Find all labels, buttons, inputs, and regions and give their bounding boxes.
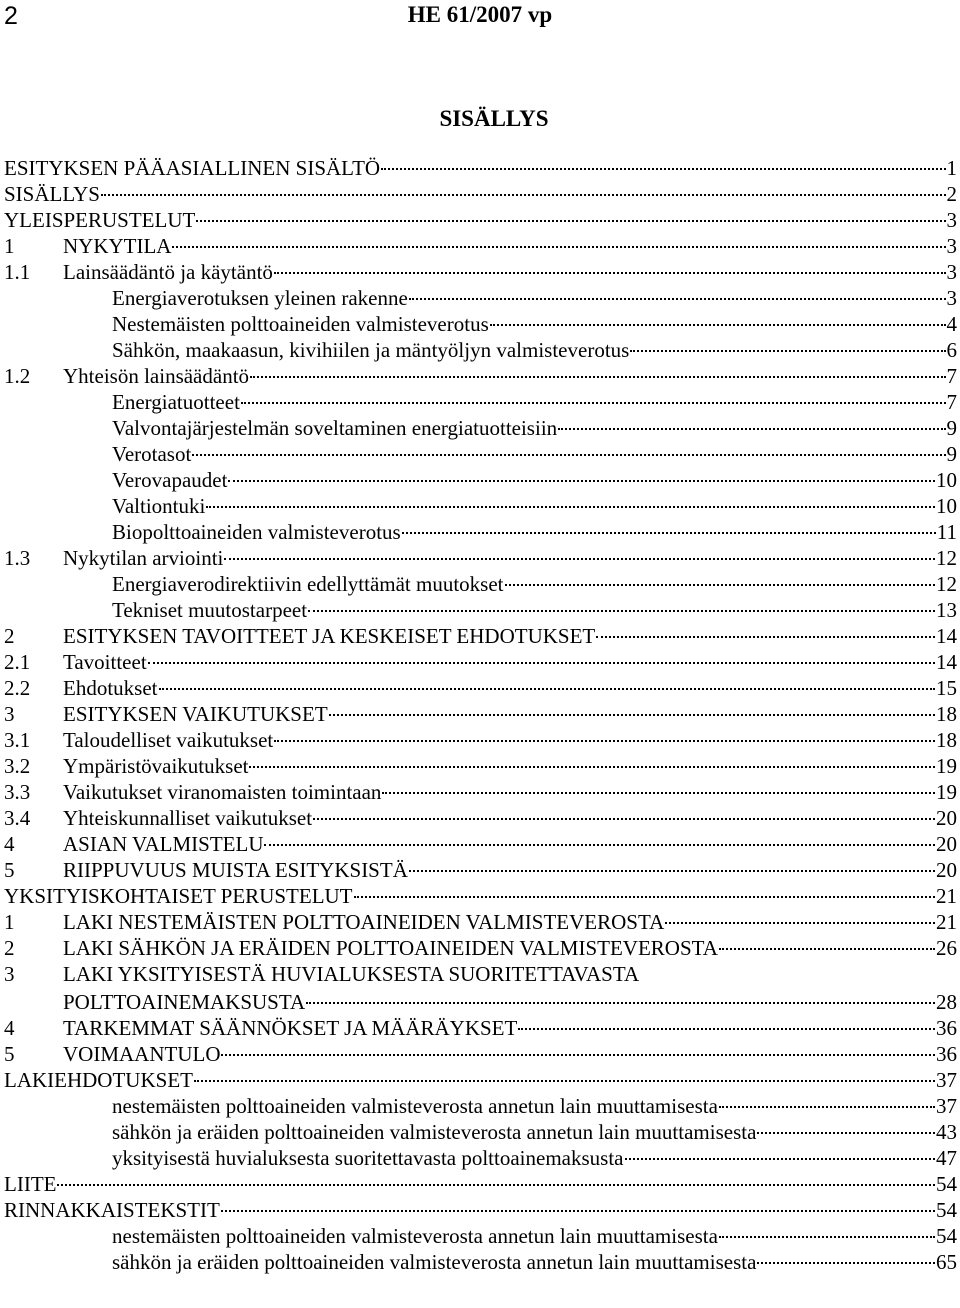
toc-entry-label: Energiatuotteet [112, 390, 240, 414]
toc-entry-number: 5 [4, 1042, 15, 1066]
toc-entry[interactable] [4, 415, 957, 441]
toc-dot-leader [490, 324, 946, 326]
toc-dot-leader [625, 1158, 936, 1160]
toc-entry-page: 47 [936, 1146, 957, 1170]
toc-entry-label: LAKI SÄHKÖN JA ERÄIDEN POLTTOAINEIDEN VALMISTEVEROSTA [63, 936, 718, 960]
toc-dot-leader [221, 1210, 935, 1212]
toc-entry-page: 19 [936, 754, 957, 778]
toc-dot-leader [159, 688, 936, 690]
toc-entry-page: 3 [946, 286, 957, 310]
toc-dot-leader [596, 636, 935, 638]
toc-entry[interactable] [4, 1197, 957, 1223]
toc-entry[interactable] [4, 285, 957, 311]
toc-entry[interactable] [4, 1119, 957, 1145]
toc-entry[interactable] [4, 1171, 957, 1197]
toc-entry-label: Taloudelliset vaikutukset [63, 728, 274, 752]
toc-entry-number: 3.3 [4, 780, 31, 804]
toc-dot-leader [306, 1002, 935, 1004]
toc-entry-label: ESITYKSEN TAVOITTEET JA KESKEISET EHDOTUKSET [63, 624, 596, 648]
toc-entry-label: Tavoitteet [63, 650, 147, 674]
toc-entry-page: 54 [936, 1172, 957, 1196]
toc-entry-page: 14 [936, 624, 957, 648]
toc-entry[interactable] [4, 1041, 957, 1067]
toc-entry[interactable] [4, 155, 957, 181]
toc-title-text: SISÄLLYS [439, 106, 549, 131]
toc-entry[interactable] [4, 519, 957, 545]
toc-entry-page: 21 [936, 910, 957, 934]
toc-entry-number: 2.1 [4, 650, 31, 674]
toc-entry-label: sähkön ja eräiden polttoaineiden valmisteverosta annetun lain muuttamisesta [112, 1120, 757, 1144]
toc-entry-page: 36 [936, 1042, 957, 1066]
toc-entry-label: NYKYTILA [63, 234, 172, 258]
toc-dot-leader [757, 1262, 935, 1264]
toc-entry-label: yksityisestä huvialuksesta suoritettavasta polttoainemaksusta [112, 1146, 624, 1170]
toc-entry-number: 2.2 [4, 676, 31, 700]
toc-entry[interactable] [4, 337, 957, 363]
toc-dot-leader [409, 870, 935, 872]
toc-dot-leader [757, 1132, 935, 1134]
toc-entry-label-continued: POLTTOAINEMAKSUSTA [63, 990, 306, 1014]
toc-dot-leader [308, 610, 935, 612]
toc-entry[interactable] [4, 207, 957, 233]
toc-entry-page: 13 [936, 598, 957, 622]
toc-entry-page: 10 [936, 468, 957, 492]
toc-entry-number: 1 [4, 234, 15, 258]
toc-entry-page: 43 [936, 1120, 957, 1144]
toc-entry-page: 4 [946, 312, 957, 336]
toc-entry-number: 2 [4, 624, 15, 648]
toc-entry-page: 14 [936, 650, 957, 674]
toc-entry-label: Vaikutukset viranomaisten toimintaan [63, 780, 382, 804]
toc-dot-leader [719, 1236, 935, 1238]
toc-entry-label: RINNAKKAISTEKSTIT [4, 1198, 220, 1222]
toc-entry[interactable] [4, 493, 957, 519]
toc-entry[interactable] [4, 311, 957, 337]
toc-entry-number: 1.2 [4, 364, 31, 388]
toc-entry-number: 3 [4, 702, 15, 726]
toc-dot-leader [228, 480, 935, 482]
toc-entry-number: 5 [4, 858, 15, 882]
toc-entry-page: 65 [936, 1250, 957, 1274]
toc-entry-page: 20 [936, 806, 957, 830]
toc-entry-number: 2 [4, 936, 15, 960]
toc-entry-page: 18 [936, 728, 957, 752]
toc-entry-page: 9 [946, 442, 957, 466]
page-number: 2 [4, 2, 18, 30]
toc-entry-number: 3 [4, 962, 15, 986]
toc-entry-label: VOIMAANTULO [63, 1042, 221, 1066]
toc-dot-leader [402, 532, 936, 534]
toc-entry[interactable] [4, 831, 957, 857]
toc-dot-leader [250, 376, 945, 378]
toc-entry-page: 3 [946, 234, 957, 258]
toc-entry-number: 3.4 [4, 806, 31, 830]
toc-dot-leader [665, 922, 935, 924]
toc-entry[interactable] [4, 1223, 957, 1249]
toc-entry[interactable] [4, 1145, 957, 1171]
toc-dot-leader [101, 194, 946, 196]
toc-entry-label: Biopolttoaineiden valmisteverotus [112, 520, 401, 544]
toc-entry-page: 6 [946, 338, 957, 362]
toc-entry-page: 54 [936, 1198, 957, 1222]
toc-entry-row [4, 961, 957, 987]
toc-entry[interactable] [4, 363, 957, 389]
toc-entry[interactable] [4, 909, 957, 935]
toc-entry-label: Sähkön, maakaasun, kivihiilen ja mäntyöljyn valmisteverotus [112, 338, 630, 362]
toc-dot-leader [172, 246, 945, 248]
toc-entry-page: 20 [936, 832, 957, 856]
toc-entry-number: 3.1 [4, 728, 31, 752]
toc-entry-page: 9 [946, 416, 957, 440]
toc-entry-label: ESITYKSEN PÄÄASIALLINEN SISÄLTÖ [4, 156, 381, 180]
toc-entry-label: TARKEMMAT SÄÄNNÖKSET JA MÄÄRÄYKSET [63, 1016, 518, 1040]
toc-dot-leader [505, 584, 935, 586]
toc-entry[interactable] [4, 259, 957, 285]
toc-entry[interactable] [4, 441, 957, 467]
toc-entry-page: 10 [936, 494, 957, 518]
toc-entry[interactable] [4, 753, 957, 779]
toc-dot-leader [264, 844, 935, 846]
toc-entry-number: 1.3 [4, 546, 31, 570]
toc-entry[interactable] [4, 883, 957, 909]
toc-entry-page: 28 [936, 990, 957, 1014]
toc-dot-leader [630, 350, 945, 352]
toc-entry-label: Energiaverodirektiivin edellyttämät muutokset [112, 572, 504, 596]
toc-dot-leader [329, 714, 935, 716]
toc-dot-leader [192, 454, 945, 456]
toc-entry[interactable] [4, 597, 957, 623]
toc-entry-page: 54 [936, 1224, 957, 1248]
toc-entry-label: ASIAN VALMISTELU [63, 832, 264, 856]
toc-dot-leader [241, 402, 946, 404]
toc-dot-leader [409, 298, 946, 300]
toc-dot-leader [274, 272, 946, 274]
toc-entry-page: 11 [936, 520, 957, 544]
toc-entry[interactable] [4, 181, 957, 207]
toc-entry-row [4, 989, 957, 1015]
toc-entry-number: 1 [4, 910, 15, 934]
toc-entry-page: 37 [936, 1068, 957, 1092]
toc-dot-leader [206, 506, 935, 508]
toc-entry-label: Energiaverotuksen yleinen rakenne [112, 286, 408, 310]
toc-entry-label: sähkön ja eräiden polttoaineiden valmisteverosta annetun lain muuttamisesta [112, 1250, 757, 1274]
toc-entry-page: 7 [946, 390, 957, 414]
toc-entry-label: Lainsäädäntö ja käytäntö [63, 260, 273, 284]
toc-entry-label: Ehdotukset [63, 676, 158, 700]
toc-entry-label: Verotasot [112, 442, 192, 466]
toc-entry-label: YLEISPERUSTELUT [4, 208, 196, 232]
toc-entry-label: nestemäisten polttoaineiden valmisteverosta annetun lain muuttamisesta [112, 1224, 718, 1248]
toc-dot-leader [719, 948, 935, 950]
toc-entry-label: Nestemäisten polttoaineiden valmisteverotus [112, 312, 489, 336]
toc-entry-page: 3 [946, 208, 957, 232]
toc-entry[interactable] [4, 1249, 957, 1275]
toc-entry-page: 3 [946, 260, 957, 284]
toc-entry-label: LAKI YKSITYISESTÄ HUVIALUKSESTA SUORITETTAVASTA [63, 962, 640, 986]
toc-dot-leader [354, 896, 935, 898]
toc-entry-label: RIIPPUVUUS MUISTA ESITYKSISTÄ [63, 858, 408, 882]
toc-entry[interactable] [4, 545, 957, 571]
toc-entry-page: 37 [936, 1094, 957, 1118]
toc-entry-number: 4 [4, 832, 15, 856]
toc-entry-page: 15 [936, 676, 957, 700]
toc-dot-leader [313, 818, 935, 820]
toc-entry[interactable] [4, 649, 957, 675]
toc-entry-label: LAKIEHDOTUKSET [4, 1068, 193, 1092]
toc-dot-leader [381, 168, 945, 170]
toc-entry-number: 3.2 [4, 754, 31, 778]
toc-entry[interactable] [4, 623, 957, 649]
toc-entry-page: 19 [936, 780, 957, 804]
toc-entry-label: LAKI NESTEMÄISTEN POLTTOAINEIDEN VALMISTEVEROSTA [63, 910, 665, 934]
toc-entry[interactable] [4, 1067, 957, 1093]
toc-dot-leader [221, 1054, 935, 1056]
toc-entry-label: Nykytilan arviointi [63, 546, 224, 570]
toc-entry[interactable] [4, 779, 957, 805]
toc-entry-label: YKSITYISKOHTAISET PERUSTELUT [4, 884, 353, 908]
toc-entry-label: nestemäisten polttoaineiden valmisteverosta annetun lain muuttamisesta [112, 1094, 718, 1118]
toc-entry-page: 2 [946, 182, 957, 206]
toc-entry[interactable] [4, 233, 957, 259]
toc-entry-page: 12 [936, 572, 957, 596]
toc-entry-label: Ympäristövaikutukset [63, 754, 249, 778]
toc-dot-leader [148, 662, 935, 664]
toc-entry[interactable] [4, 935, 957, 961]
toc-entry-page: 21 [936, 884, 957, 908]
toc-dot-leader [196, 220, 945, 222]
toc-entry-page: 12 [936, 546, 957, 570]
toc-entry-label: Valvontajärjestelmän soveltaminen energiatuotteisiin [112, 416, 558, 440]
toc-entry-label: ESITYKSEN VAIKUTUKSET [63, 702, 328, 726]
toc-dot-leader [249, 766, 935, 768]
toc-entry-label: SISÄLLYS [4, 182, 100, 206]
toc-dot-leader [57, 1184, 935, 1186]
toc-entry-page: 18 [936, 702, 957, 726]
toc-dot-leader [274, 740, 935, 742]
table-of-contents [4, 155, 957, 1275]
toc-entry-page: 26 [936, 936, 957, 960]
toc-entry[interactable] [4, 727, 957, 753]
toc-entry-page: 36 [936, 1016, 957, 1040]
toc-title [0, 106, 960, 132]
toc-entry[interactable] [4, 961, 957, 1015]
toc-entry-number: 1.1 [4, 260, 31, 284]
toc-entry[interactable] [4, 857, 957, 883]
toc-entry-label: Valtiontuki [112, 494, 206, 518]
toc-dot-leader [719, 1106, 935, 1108]
toc-entry-label: LIITE [4, 1172, 57, 1196]
toc-dot-leader [518, 1028, 935, 1030]
toc-dot-leader [558, 428, 945, 430]
document-id: HE 61/2007 vp [407, 2, 553, 27]
toc-entry[interactable] [4, 1015, 957, 1041]
toc-entry-number: 4 [4, 1016, 15, 1040]
toc-entry[interactable] [4, 1093, 957, 1119]
toc-dot-leader [224, 558, 935, 560]
toc-entry-page: 20 [936, 858, 957, 882]
toc-entry-label: Tekniset muutostarpeet [112, 598, 308, 622]
toc-entry-page: 7 [946, 364, 957, 388]
toc-entry[interactable] [4, 571, 957, 597]
toc-entry[interactable] [4, 701, 957, 727]
toc-dot-leader [194, 1080, 935, 1082]
toc-entry-label: Yhteiskunnalliset vaikutukset [63, 806, 313, 830]
toc-entry[interactable] [4, 675, 957, 701]
toc-dot-leader [382, 792, 935, 794]
toc-entry-label: Yhteisön lainsäädäntö [63, 364, 250, 388]
toc-entry-label: Verovapaudet [112, 468, 228, 492]
toc-entry[interactable] [4, 389, 957, 415]
toc-entry[interactable] [4, 467, 957, 493]
toc-entry[interactable] [4, 805, 957, 831]
toc-entry-page: 1 [946, 156, 957, 180]
